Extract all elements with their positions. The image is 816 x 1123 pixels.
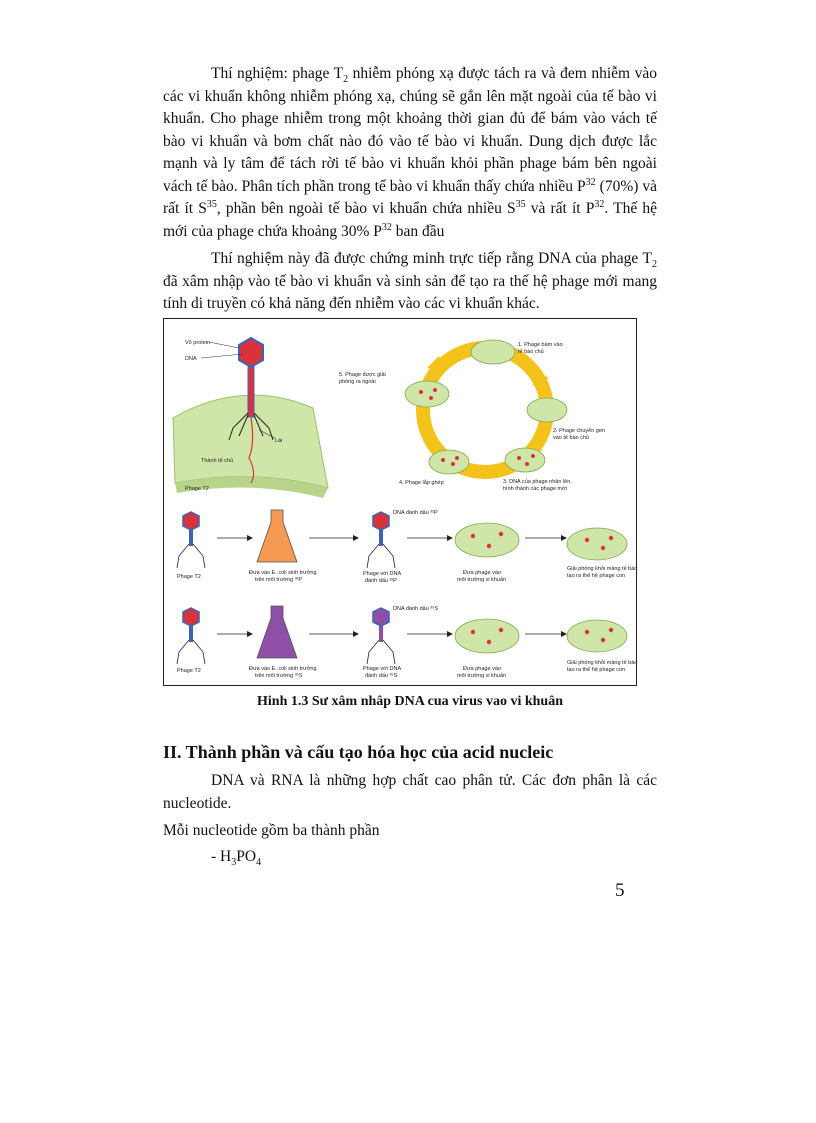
row2-dna-label: DNA đánh dấu ³⁵S xyxy=(393,606,439,612)
row1-flask-line1: Đưa vào E. coli sinh trưởng xyxy=(249,570,317,576)
paragraph-conclusion: Thí nghiệm này đã được chứng minh trực tiếp rằng DNA của phage $T_2$ đã xâm nhập vào tế bào vi khuẩn và sinh sản để tạo ra thế hệ phage mới mang tính di truyền có khả năng đến nhiễm vào các vi khuẩn khác. xyxy=(163,250,657,312)
row2-infect-line2: môi trường vi khuẩn xyxy=(457,673,507,679)
paragraph-polymers: DNA và RNA là những hợp chất cao phân tử. Các đơn phân là các nucleotide. xyxy=(163,772,657,812)
cycle-step1-line1: 1. Phage bám vào xyxy=(518,342,563,348)
cycle-cell-5 xyxy=(405,381,449,407)
cycle-step2-line2: vào tế bào chủ xyxy=(553,435,590,441)
figure-border xyxy=(164,319,637,686)
cycle-cell-2 xyxy=(527,398,567,422)
row1-infect-line2: môi trường vi khuẩn xyxy=(457,577,507,583)
paragraph-experiment: Thí nghiệm: phage $T_2$ nhiễm phóng xạ được tách ra và đem nhiễm vào các vi khuẩn không nhiễm phóng xạ, chúng sẽ gắn lên mặt ngoài của tế bào vi khuẩn. Cho phage nhiễm trong một khoảng thời gian đủ để bám vào vách tế bào vi khuẩn và bơm chất nào đó vào tế bào vi khuẩn. Dung dịch được lắc mạnh và ly tâm để tách rời tế bào vi khuẩn khỏi phần phage bám bên ngoài vách tế bào. Phân tích phần trong tế bào vi khuẩn thấy chứa nhiều $P^{32}$ (70%) và rất ít $S^{35}$, phần bên ngoài tế bào vi khuẩn chứa nhiều $S^{35}$ và rất ít $P^{32}$. Thế hệ mới của phage chứa khoảng 30% $P^{32}$ ban đầu xyxy=(163,65,657,240)
row1-release-line1: Giải phóng khỏi màng tế bào xyxy=(567,566,637,572)
figure-caption: Hinh 1.3 Sư xâm nhâp DNA cua virus vao vi khuân xyxy=(257,694,563,709)
label-protein-coat: Vỏ protein xyxy=(185,340,211,346)
row2-labeled-phage-head xyxy=(373,608,389,626)
cycle-step4: 4. Phage lắp ghép xyxy=(399,480,444,486)
cycle-step3-line1: 3. DNA của phage nhân lên, xyxy=(503,479,572,485)
row2-phage-label: Phage T2 xyxy=(177,668,201,674)
phage-tail-large xyxy=(248,367,254,417)
label-dna: DNA xyxy=(185,356,197,362)
cycle-step5-line2: phóng ra ngoài xyxy=(339,379,376,385)
row1-flask-line2: trên môi trường ³²P xyxy=(255,577,303,583)
cycle-step5-line1: 5. Phage được giải xyxy=(339,372,386,378)
row2-bacterium xyxy=(455,619,519,653)
page-number: 5 xyxy=(615,880,625,901)
row1-bacterium xyxy=(455,523,519,557)
cycle-cell-4 xyxy=(429,450,469,474)
row2-flask-line1: Đưa vào E. coli sinh trưởng xyxy=(249,666,317,672)
label-phage-t2: Phage T2 xyxy=(185,486,209,492)
row1-release-line2: tạo ra thế hệ phage con xyxy=(567,573,626,579)
phage-head-large xyxy=(239,338,263,367)
paragraph-nucleotide-parts: Mỗi nucleotide gồm ba thành phần xyxy=(163,822,380,839)
cycle-cell-1 xyxy=(471,340,515,364)
cycle-cell-3 xyxy=(505,448,545,472)
row1-labeled-line2: đánh dấu ³²P xyxy=(365,578,397,584)
row2-labeled-line2: đánh dấu ³⁵S xyxy=(365,673,398,679)
phage-infection-figure xyxy=(163,318,637,686)
section-heading: II. Thành phần và cấu tạo hóa học của acid nucleic xyxy=(163,742,554,762)
row1-dna-label: DNA đánh dấu ³²P xyxy=(393,510,438,516)
row1-labeled-phage-head xyxy=(373,512,389,530)
cycle-step1-line2: tế bào chủ xyxy=(518,349,544,355)
row1-phage-head xyxy=(183,512,199,530)
list-item-phosphoric-acid: - $H_3PO_4$ xyxy=(211,848,262,869)
row2-release-line1: Giải phóng khỏi màng tế bào xyxy=(567,660,637,666)
row1-infect-line1: Đưa phage vào xyxy=(463,570,501,576)
row1-phage-label: Phage T2 xyxy=(177,574,201,580)
row1-phage-tail xyxy=(189,530,193,546)
row2-phage-head xyxy=(183,608,199,626)
row2-labeled-line1: Phage với DNA xyxy=(363,666,402,672)
cycle-step3-line2: hình thành các phage mới xyxy=(503,486,567,492)
row1-labeled-line1: Phage với DNA xyxy=(363,571,402,577)
label-lai: Lái xyxy=(275,438,283,444)
row2-infect-line1: Đưa phage vào xyxy=(463,666,501,672)
row2-release-line2: tạo ra thế hệ phage con xyxy=(567,667,626,673)
row2-flask-line2: trên môi trường ³⁵S xyxy=(255,673,303,679)
row2-released-bacterium xyxy=(567,620,627,652)
row1-released-bacterium xyxy=(567,528,627,560)
label-cell-wall: Thành tế chủ xyxy=(201,458,234,464)
cycle-step2-line1: 2. Phage chuyển gen xyxy=(553,428,605,434)
